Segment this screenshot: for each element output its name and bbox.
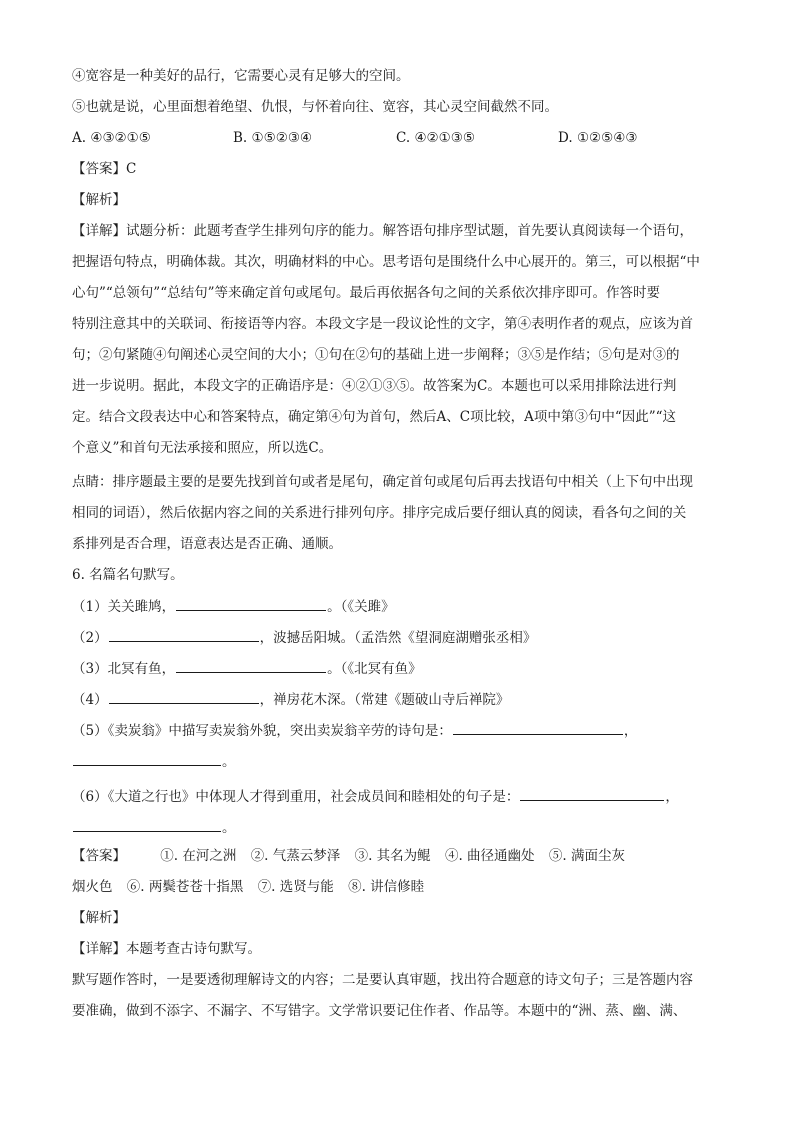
detail-line-3: 心句”“总领句”“总结句”等来确定首句或尾句。最后再依据各句之间的关系依次排序即可。作答时要 <box>72 285 661 301</box>
question-6-item-2: （2） ，波撼岳阳城。（孟浩然《望洞庭湖赠张丞相》 <box>72 627 724 648</box>
answer-item: ③. 其名为鲲 <box>354 848 431 864</box>
explain-line-2: 默写题作答时，一是要透彻理解诗文的内容；二是要认真审题，找出符合题意的诗文句子；三是答题内容 <box>72 972 693 988</box>
answer-blank[interactable] <box>176 658 326 673</box>
detail-line-6: 进一步说明。据此，本段文字的正确语序是：④②①③⑤。故答案为C。本题也可以采用排除法进行判 <box>72 378 677 394</box>
question-6-item-5: （5）《卖炭翁》中描写卖炭翁外貌，突出卖炭翁辛劳的诗句是： ， <box>72 720 724 741</box>
answer-item: ⑤. 满面尘灰 <box>548 848 625 864</box>
answer-1: 【答案】C <box>72 161 137 177</box>
answer-2-line-2 <box>72 877 724 897</box>
question-6-item-4: （4） ，禅房花木深。（常建《题破山寺后禅院》 <box>72 689 724 710</box>
answer-blank[interactable] <box>109 689 259 704</box>
answer-blank[interactable] <box>176 596 326 611</box>
question-6-item-3: （3）北冥有鱼， 。（《北冥有鱼》 <box>72 658 724 679</box>
option-d: D. ①②⑤④③ <box>558 130 638 146</box>
answer-item: ②. 气蒸云梦泽 <box>250 848 341 864</box>
question-6-item-5-cont: 。 <box>72 751 724 772</box>
explain-line-3: 要准确，做到不添字、不漏字、不写错字。文学常识要记住作者、作品等。本题中的“洲、蒸、幽、满、 <box>72 1003 687 1019</box>
option-a: A. ④③②①⑤ <box>72 130 151 146</box>
answer-blank[interactable] <box>73 817 221 832</box>
sentence-4: ④宽容是一种美好的品行，它需要心灵有足够大的空间。 <box>72 68 410 84</box>
detail-line-8: 个意义”和首句无法承接和照应，所以选C。 <box>72 440 333 456</box>
detail-line-7: 定。结合文段表达中心和答案特点，确定第④句为首句，然后A、C项比较，A项中第③句中“因此”“这 <box>72 409 677 425</box>
answer-blank[interactable] <box>453 720 623 735</box>
answer-item: ⑧. 讲信修睦 <box>348 879 425 895</box>
answer-item: ④. 曲径通幽处 <box>444 848 535 864</box>
option-b: B. ①⑤②③④ <box>233 130 313 146</box>
explain-line-1: 【详解】本题考查古诗句默写。 <box>72 941 261 957</box>
tip-line-3: 系排列是否合理，语意表达是否正确、通顺。 <box>72 536 342 552</box>
sentence-5: ⑤也就是说，心里面想着绝望、仇恨，与怀着向往、宽容，其心灵空间截然不同。 <box>72 99 558 115</box>
question-6-item-6: （6）《大道之行也》中体现人才得到重用，社会成员间和睦相处的句子是： ， <box>72 786 724 807</box>
answer-label: 【答案】 <box>72 848 126 864</box>
answer-2-line-1 <box>72 846 724 866</box>
detail-line-4: 特别注意其中的关联词、衔接语等内容。本段文字是一段议论性的文字，第④表明作者的观点，应该为首 <box>72 316 693 332</box>
detail-line-1: 【详解】试题分析：此题考查学生排列句序的能力。解答语句排序型试题，首先要认真阅读每一个语句， <box>72 223 693 239</box>
question-6-item-6-cont: 。 <box>72 817 724 838</box>
detail-line-2: 把握语句特点，明确体裁。其次，明确材料的中心。思考语句是围绕什么中心展开的。第三，可以根据“中 <box>72 254 700 270</box>
option-c: C. ④②①③⑤ <box>396 130 475 146</box>
answer-item: ⑥. 两鬓苍苍十指黑 <box>126 879 244 895</box>
answer-item: ⑦. 选贤与能 <box>257 879 334 895</box>
answer-blank[interactable] <box>520 786 664 801</box>
analysis-heading-1: 【解析】 <box>72 192 126 208</box>
tip-line-2: 相同的词语），然后依据内容之间的关系进行排列句序。排序完成后要仔细认真的阅读，看各句之间的关 <box>72 505 687 521</box>
answer-blank[interactable] <box>109 627 259 642</box>
analysis-heading-2: 【解析】 <box>72 910 126 926</box>
tip-line-1: 点睛：排序题最主要的是要先找到首句或者是尾句，确定首句或尾句后再去找语句中相关（上下句中出现 <box>72 474 693 490</box>
question-6-item-1: （1）关关雎鸠， 。（《关雎》 <box>72 596 724 617</box>
answer-blank[interactable] <box>73 751 221 766</box>
detail-line-5: 句；②句紧随④句阐述心灵空间的大小；①句在②句的基础上进一步阐释；③⑤是作结；⑤句是对③的 <box>72 347 680 363</box>
answer-item: ①. 在河之洲 <box>160 848 237 864</box>
question-6-title: 6. 名篇名句默写。 <box>72 567 184 583</box>
answer-item: 烟火色 <box>72 879 113 895</box>
